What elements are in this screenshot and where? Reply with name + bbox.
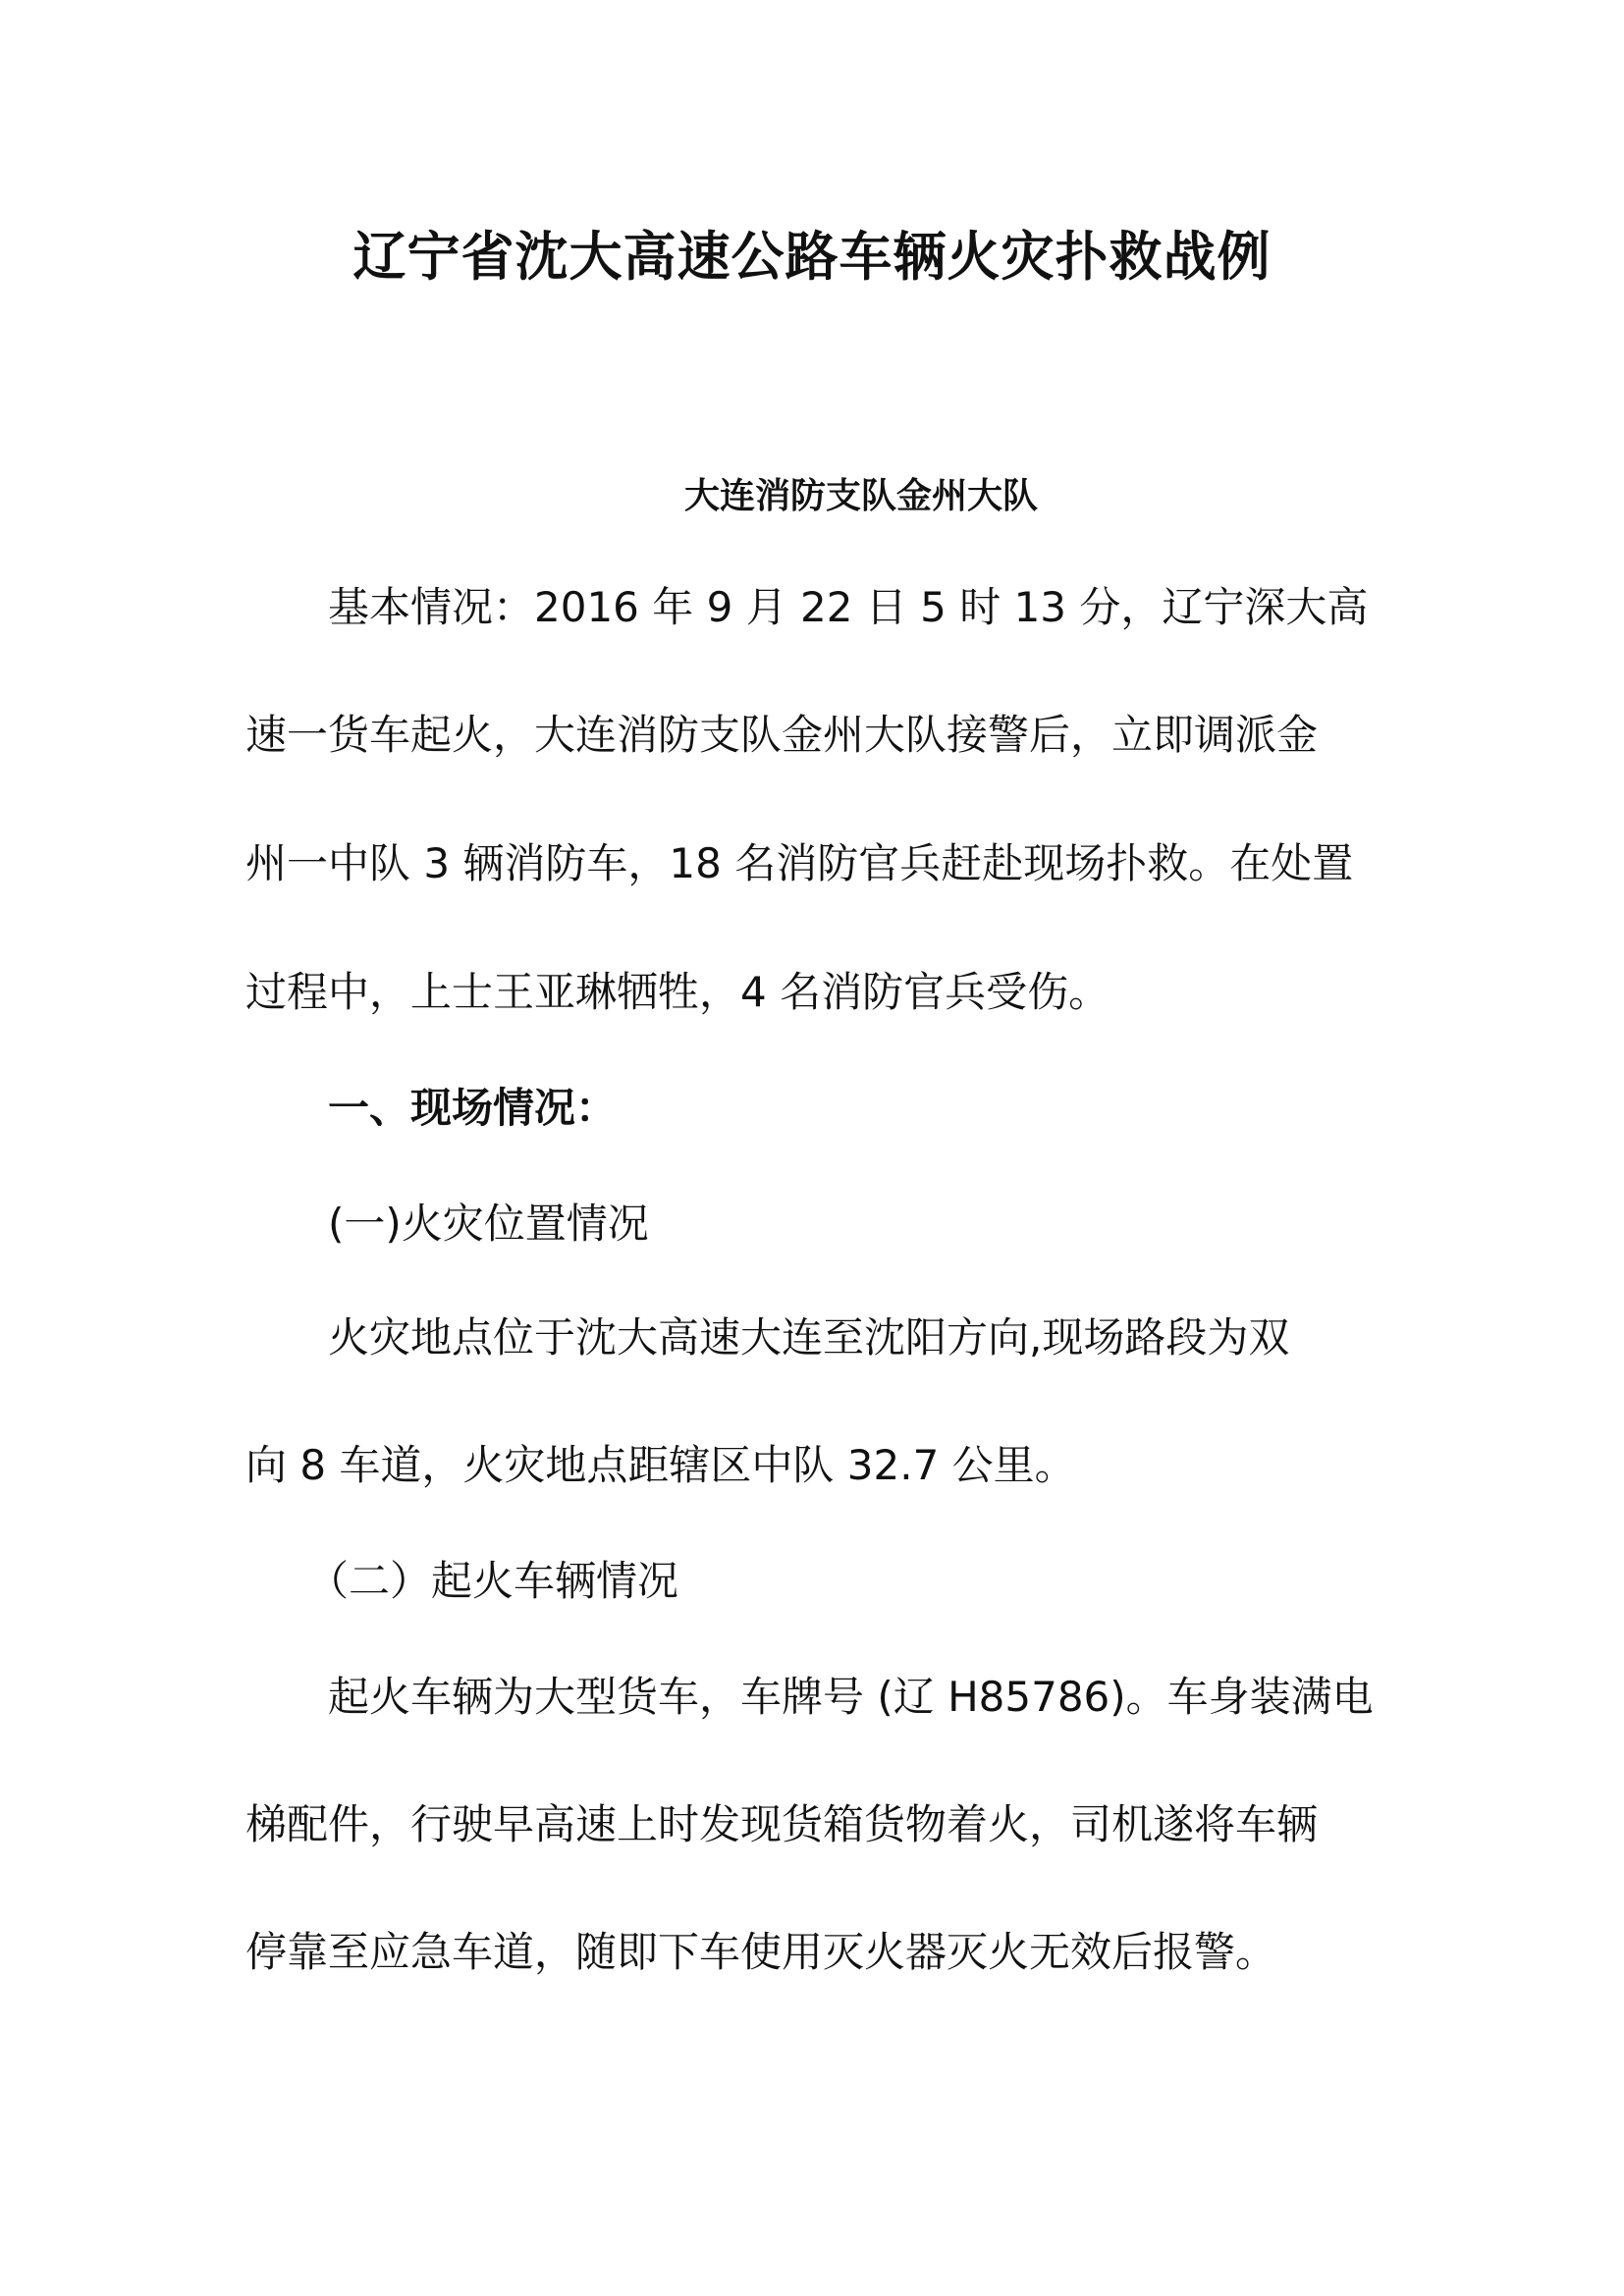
paragraph-location-line-1: 火灾地点位于沈大高速大连至沈阳方向,现场路段为双 <box>245 1313 1290 1362</box>
paragraph-vehicle-line-1: 起火车辆为大型货车，车牌号 (辽 H85786)。车身装满电 <box>245 1673 1374 1721</box>
subsection-heading-vehicle: （二）起火车辆情况 <box>245 1557 679 1605</box>
paragraph-basic-info-line-4: 过程中，上士王亚琳牺牲，4 名消防官兵受伤。 <box>245 968 1110 1016</box>
section-heading-scene: 一、现场情况： <box>245 1084 618 1132</box>
paragraph-basic-info-line-3: 州一中队 3 辆消防车，18 名消防官兵赶赴现场扑救。在处置 <box>245 839 1354 887</box>
paragraph-location-line-2: 向 8 车道，火灾地点距辖区中队 32.7 公里。 <box>245 1441 1076 1489</box>
document-author: 大连消防支队金州大队 <box>683 476 1038 516</box>
paragraph-vehicle-line-3: 停靠至应急车道，随即下车使用灭火器灭火无效后报警。 <box>245 1928 1277 1976</box>
paragraph-basic-info-line-2: 速一货车起火，大连消防支队金州大队接警后，立即调派金 <box>245 711 1319 759</box>
document-title: 辽宁省沈大高速公路车辆火灾扑救战例 <box>352 226 1272 288</box>
paragraph-vehicle-line-2: 梯配件，行驶早高速上时发现货箱货物着火，司机遂将车辆 <box>245 1800 1319 1848</box>
paragraph-basic-info-line-1: 基本情况：2016 年 9 月 22 日 5 时 13 分，辽宁深大高 <box>245 583 1369 631</box>
subsection-heading-fire-location: (一)火灾位置情况 <box>245 1200 649 1248</box>
